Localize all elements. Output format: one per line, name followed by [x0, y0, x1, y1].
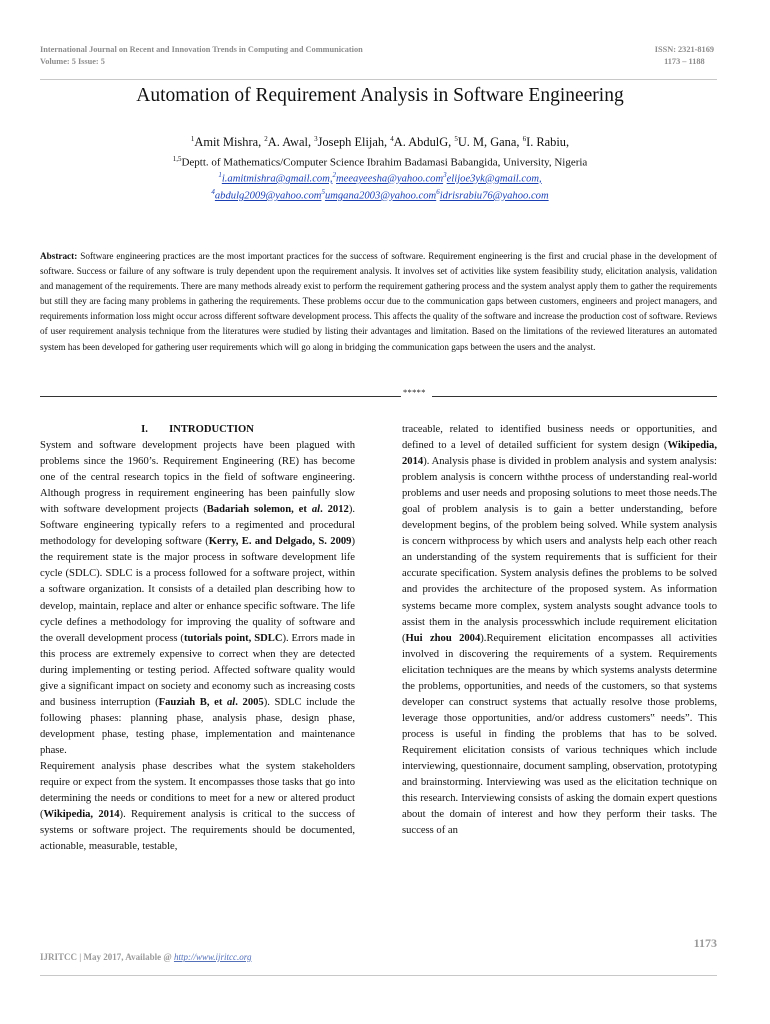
paragraph — [402, 422, 717, 839]
text-run: ). Analysis phase is divided in problem analysis and system analysis: problem analysis is concern withthe process of understanding real-world problems and user needs and proposing solutions to meet those needs.The goal of problem analysis is to gain a better understanding, before development begins, of the problem being solved. While system analysis is concern withprocess by which users and analysts help each other reach an understanding of the system requirements that is sufficient for their accurate specification. System analysis defines the problems to be solved and provides the architecture of the proposed system. As information systems became more complex, system analysts sought advance tools to assist them in the analysis processwhich include requirement elicitation ( — [402, 456, 717, 644]
author-name: A. AbdulG, — [393, 135, 455, 150]
separator-line-right — [432, 396, 717, 397]
footer-rule — [40, 975, 717, 976]
page-footer — [40, 952, 251, 962]
author-sup: 5 — [454, 135, 458, 143]
author-list — [0, 135, 760, 150]
affiliation — [0, 155, 760, 169]
author-name: I. Rabiu, — [526, 135, 570, 150]
paragraph — [40, 438, 355, 759]
email-sup: 1 — [218, 171, 222, 179]
paper-title: Automation of Requirement Analysis in Software Engineering — [136, 85, 624, 106]
footer-link[interactable]: http://www.ijritcc.org — [173, 952, 252, 962]
author-name: Amit Mishra, — [194, 135, 265, 150]
citation: Wikipedia, 2014 — [43, 809, 120, 821]
text-run: ). Software engineering typically refers to a regimented and procedural methodology for developing software ( — [40, 504, 356, 548]
email-sup: 5 — [321, 188, 325, 196]
affiliation-sup: 1,5 — [172, 155, 182, 163]
affiliation-text: Deptt. of Mathematics/Computer Science Ibrahim Badamasi Babangida, University, Nigeria — [181, 156, 588, 169]
page-number: 1173 — [693, 936, 717, 950]
journal-volume: Volume: 5 Issue: 5 — [40, 56, 105, 66]
citation: Kerry, E. and Delgado, S. 2009 — [208, 536, 352, 548]
email-sup: 6 — [436, 188, 440, 196]
paragraph — [40, 759, 355, 855]
text-run: ) the requirement state is the major process in software development life cycle (SDLC). SDLC is a process followed for a software project, within a software organization. It consists of a detailed plan describing how to develop, maintain, replace and alter or enhance specific software. The life cycle defines a methodology for improving the quality of software and the overall development process ( — [40, 536, 355, 644]
abstract-text: Software engineering practices are the most important practices for the success of software. Requirement engineering is the first and crucial phase in the development of software. Success or failure of any software is truly dependent upon the requirement analysis. It involves set of activities like system feasibility study, elicitation analysis, validation and management of the requirements. There are many methods already exist to perform the requirement gathering process and the system analyst apply them to gather the requirements but still they are facing many problems in gathering the requirements. These problems occur due to the communication gaps between customers, engineers and project managers, and requirements information loss might occur across different software development process. This affects the quality of the software and increase the production cost of software. Reviews of user requirement analysis technique from the literatures were studied by listing their advantages and limitation. Based on the limitations of the reviewed literatures an automated system has been developed for gathering user requirements which will go along in bridging the communication gaps between the users and the analyst. — [40, 251, 717, 352]
citation: Fauziah B, et — [158, 696, 227, 708]
left-column — [40, 422, 355, 855]
email-sup: 2 — [332, 171, 336, 179]
text-run: traceable, related to identified business needs or opportunities, and defined to a level of detailed sufficient for system design ( — [402, 424, 717, 452]
email-link[interactable]: idrisrabiu76@yahoo.com — [439, 190, 549, 202]
citation: Badariah solemon, et — [206, 504, 307, 516]
separator-line-left — [40, 396, 401, 397]
email-sup: 4 — [211, 188, 215, 196]
journal-header — [40, 44, 363, 67]
citation: Hui zhou 2004 — [405, 632, 481, 644]
right-column — [402, 422, 717, 839]
email-link[interactable]: abdulg2009@yahoo.com — [214, 190, 322, 202]
citation: al — [227, 696, 236, 708]
email-link[interactable]: elijoe3yk@gmail.com, — [446, 173, 542, 185]
abstract-label: Abstract: — [40, 251, 78, 261]
author-sup: 6 — [522, 135, 527, 143]
author-sup: 4 — [390, 135, 394, 143]
text-run: ). SDLC include the following phases: planning phase, analysis phase, design phase, development phase, testing phase, implementation and maintenance phase. — [40, 696, 355, 756]
author-name: Joseph Elijah, — [317, 135, 391, 150]
section-separator — [40, 388, 717, 400]
author-sup: 3 — [314, 135, 318, 143]
author-name: A. Awal, — [267, 135, 315, 150]
issn: ISSN: 2321-8169 — [654, 45, 714, 54]
abstract — [40, 249, 717, 355]
citation: tutorials point, SDLC — [183, 632, 283, 644]
email-line-1 — [0, 171, 760, 185]
text-run: ). Errors made in this process are extremely expensive to correct when they are detected during implementing or testing period. Affected software quality would give a significant impact on society and economy such as increasing costs and business interruption ( — [40, 632, 356, 708]
citation: al — [311, 504, 321, 516]
text-run: Requirement analysis phase describes what the system stakeholders require or expect from the system. It encompasses those tasks that go into determining the needs or conditions to meet for a new or altered product ( — [40, 760, 355, 821]
section-heading: I. INTRODUCTION — [141, 424, 254, 435]
journal-name: International Journal on Recent and Innovation Trends in Computing and Communication — [40, 45, 363, 54]
email-sup: 3 — [443, 171, 447, 179]
email-link[interactable]: umgana2003@yahoo.com — [324, 190, 437, 202]
citation: Wikipedia, 2014 — [402, 440, 717, 468]
author-name: U. M, Gana, — [457, 135, 523, 150]
citation: . 2012 — [320, 504, 349, 516]
email-link[interactable]: meeayeesha@yahoo.com — [336, 173, 444, 185]
text-run: ).Requirement elicitation encompasses all activities involved in discovering the requirements of a system. Requirements elicitation techniques are the means by which systems analysts determine the problems, opportunities, and needs of the customers, so that systems developer can construct systems that actually resolve those problems, leverage those opportunities, and/or address customers‟ needs”. This process is useful in finding the problems that has to be solved. Requirement elicitation consists of various techniques which include interviewing, questionnaire, document sampling, observation, prototyping and brainstorming. Interviewing was used as the elicitation technique on this research. Interviewing consists of asking the domain expert questions about the domain of interest and how they perform their tasks. The success of an — [402, 632, 718, 837]
issn-header — [655, 44, 714, 67]
citation: . 2005 — [235, 696, 264, 708]
email-link[interactable]: i.amitmishra@gmail.com, — [221, 173, 333, 185]
page-range: 1173 – 1188 — [664, 56, 705, 66]
header-rule — [40, 79, 717, 80]
author-sup: 1 — [190, 135, 195, 143]
email-line-2 — [0, 188, 760, 202]
text-run: ). Requirement analysis is critical to the success of systems or software project. The requirements should be documented, actionable, measurable, testable, — [40, 809, 355, 853]
footer-text: IJRITCC | May 2017, Available @ — [40, 952, 174, 962]
separator-stars: ***** — [403, 387, 426, 397]
text-run: System and software development projects have been plagued with problems since the 1960’s. Requirement Engineering (RE) has become one of the central research topics in the field of software engineering. Although progress in requirement engineering has been painfully slow with software development projects ( — [40, 440, 355, 516]
author-sup: 2 — [264, 135, 268, 143]
